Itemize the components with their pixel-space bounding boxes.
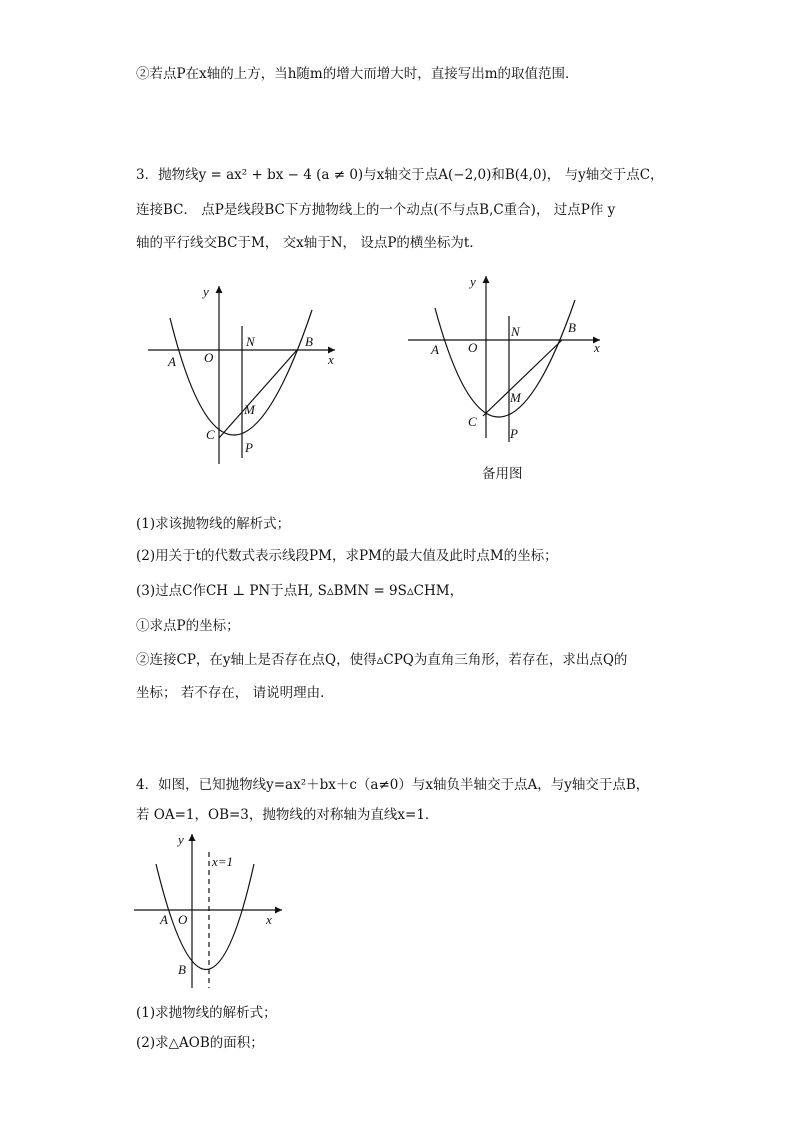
q4-stem-line2: 若 OA=1，OB=3，抛物线的对称轴为直线x=1． [136, 807, 439, 823]
label-n: N [246, 334, 255, 349]
label-p: P [510, 426, 518, 441]
label-x: x [328, 352, 334, 367]
label-b: B [568, 320, 576, 335]
q4-sub2: (2)求△AOB的面积； [136, 1035, 264, 1051]
q4-stem-line1: 4．如图，已知抛物线y=ax²＋bx＋c（a≠0）与x轴负半轴交于点A，与y轴交于点B， [136, 777, 650, 793]
q3-figure-main [140, 278, 350, 468]
q3-sub3-2a: ②连接CP，在y轴上是否存在点Q，使得▵CPQ为直角三角形，若存在，求出点Q的 [136, 652, 628, 668]
spare-figure-caption: 备用图 [482, 466, 523, 482]
label-y: y [203, 284, 209, 299]
label-symmetry-axis: x=1 [212, 854, 234, 869]
q3-stem-line1: 3．抛物线y = ax² + bx − 4 (a ≠ 0)与x轴交于点A(−2,0)和B(4,0)， 与y轴交于点C， [136, 167, 664, 183]
label-a: A [160, 912, 168, 927]
q3-sub3-2b: 坐标； 若不存在， 请说明理由． [136, 685, 334, 701]
q3-stem-line2: 连接BC． 点P是线段BC下方抛物线上的一个动点(不与点B,C重合)， 过点P作 y [136, 202, 616, 218]
segment-bc [219, 350, 297, 438]
label-y: y [178, 832, 184, 847]
label-b: B [178, 962, 186, 977]
label-c: C [468, 414, 477, 429]
label-x: x [594, 340, 600, 355]
label-b: B [305, 334, 313, 349]
label-a: A [431, 342, 439, 357]
label-o: O [468, 340, 478, 355]
label-a: A [168, 354, 176, 369]
label-p: P [245, 440, 253, 455]
label-n: N [511, 324, 520, 339]
parabola-curve [170, 310, 312, 435]
label-c: C [206, 427, 215, 442]
label-m: M [244, 402, 255, 417]
q4-figure [132, 830, 292, 995]
q3-figure-spare [400, 268, 610, 458]
q3-sub3: (3)过点C作CH ⊥ PN于点H, S▵BMN = 9S▵CHM， [136, 583, 464, 599]
label-o: O [178, 912, 188, 927]
q3-sub3-1: ①求点P的坐标； [136, 618, 240, 634]
label-y: y [470, 274, 476, 289]
q4-sub1: (1)求抛物线的解析式； [136, 1005, 277, 1021]
label-m: M [510, 390, 521, 405]
q3-stem-line3: 轴的平行线交BC于M， 交x轴于N， 设点P的横坐标为t． [136, 235, 483, 251]
parabola-curve [156, 864, 254, 970]
parabola-curve [435, 300, 575, 417]
label-o: O [204, 350, 214, 365]
q3-sub2: (2)用关于t的代数式表示线段PM，求PM的最大值及此时点M的坐标； [136, 548, 558, 564]
label-x: x [266, 912, 272, 927]
q2-item2-text: ②若点P在x轴的上方，当h随m的增大而增大时，直接写出m的取值范围． [136, 66, 579, 82]
q3-sub1: (1)求该抛物线的解析式； [136, 516, 291, 532]
